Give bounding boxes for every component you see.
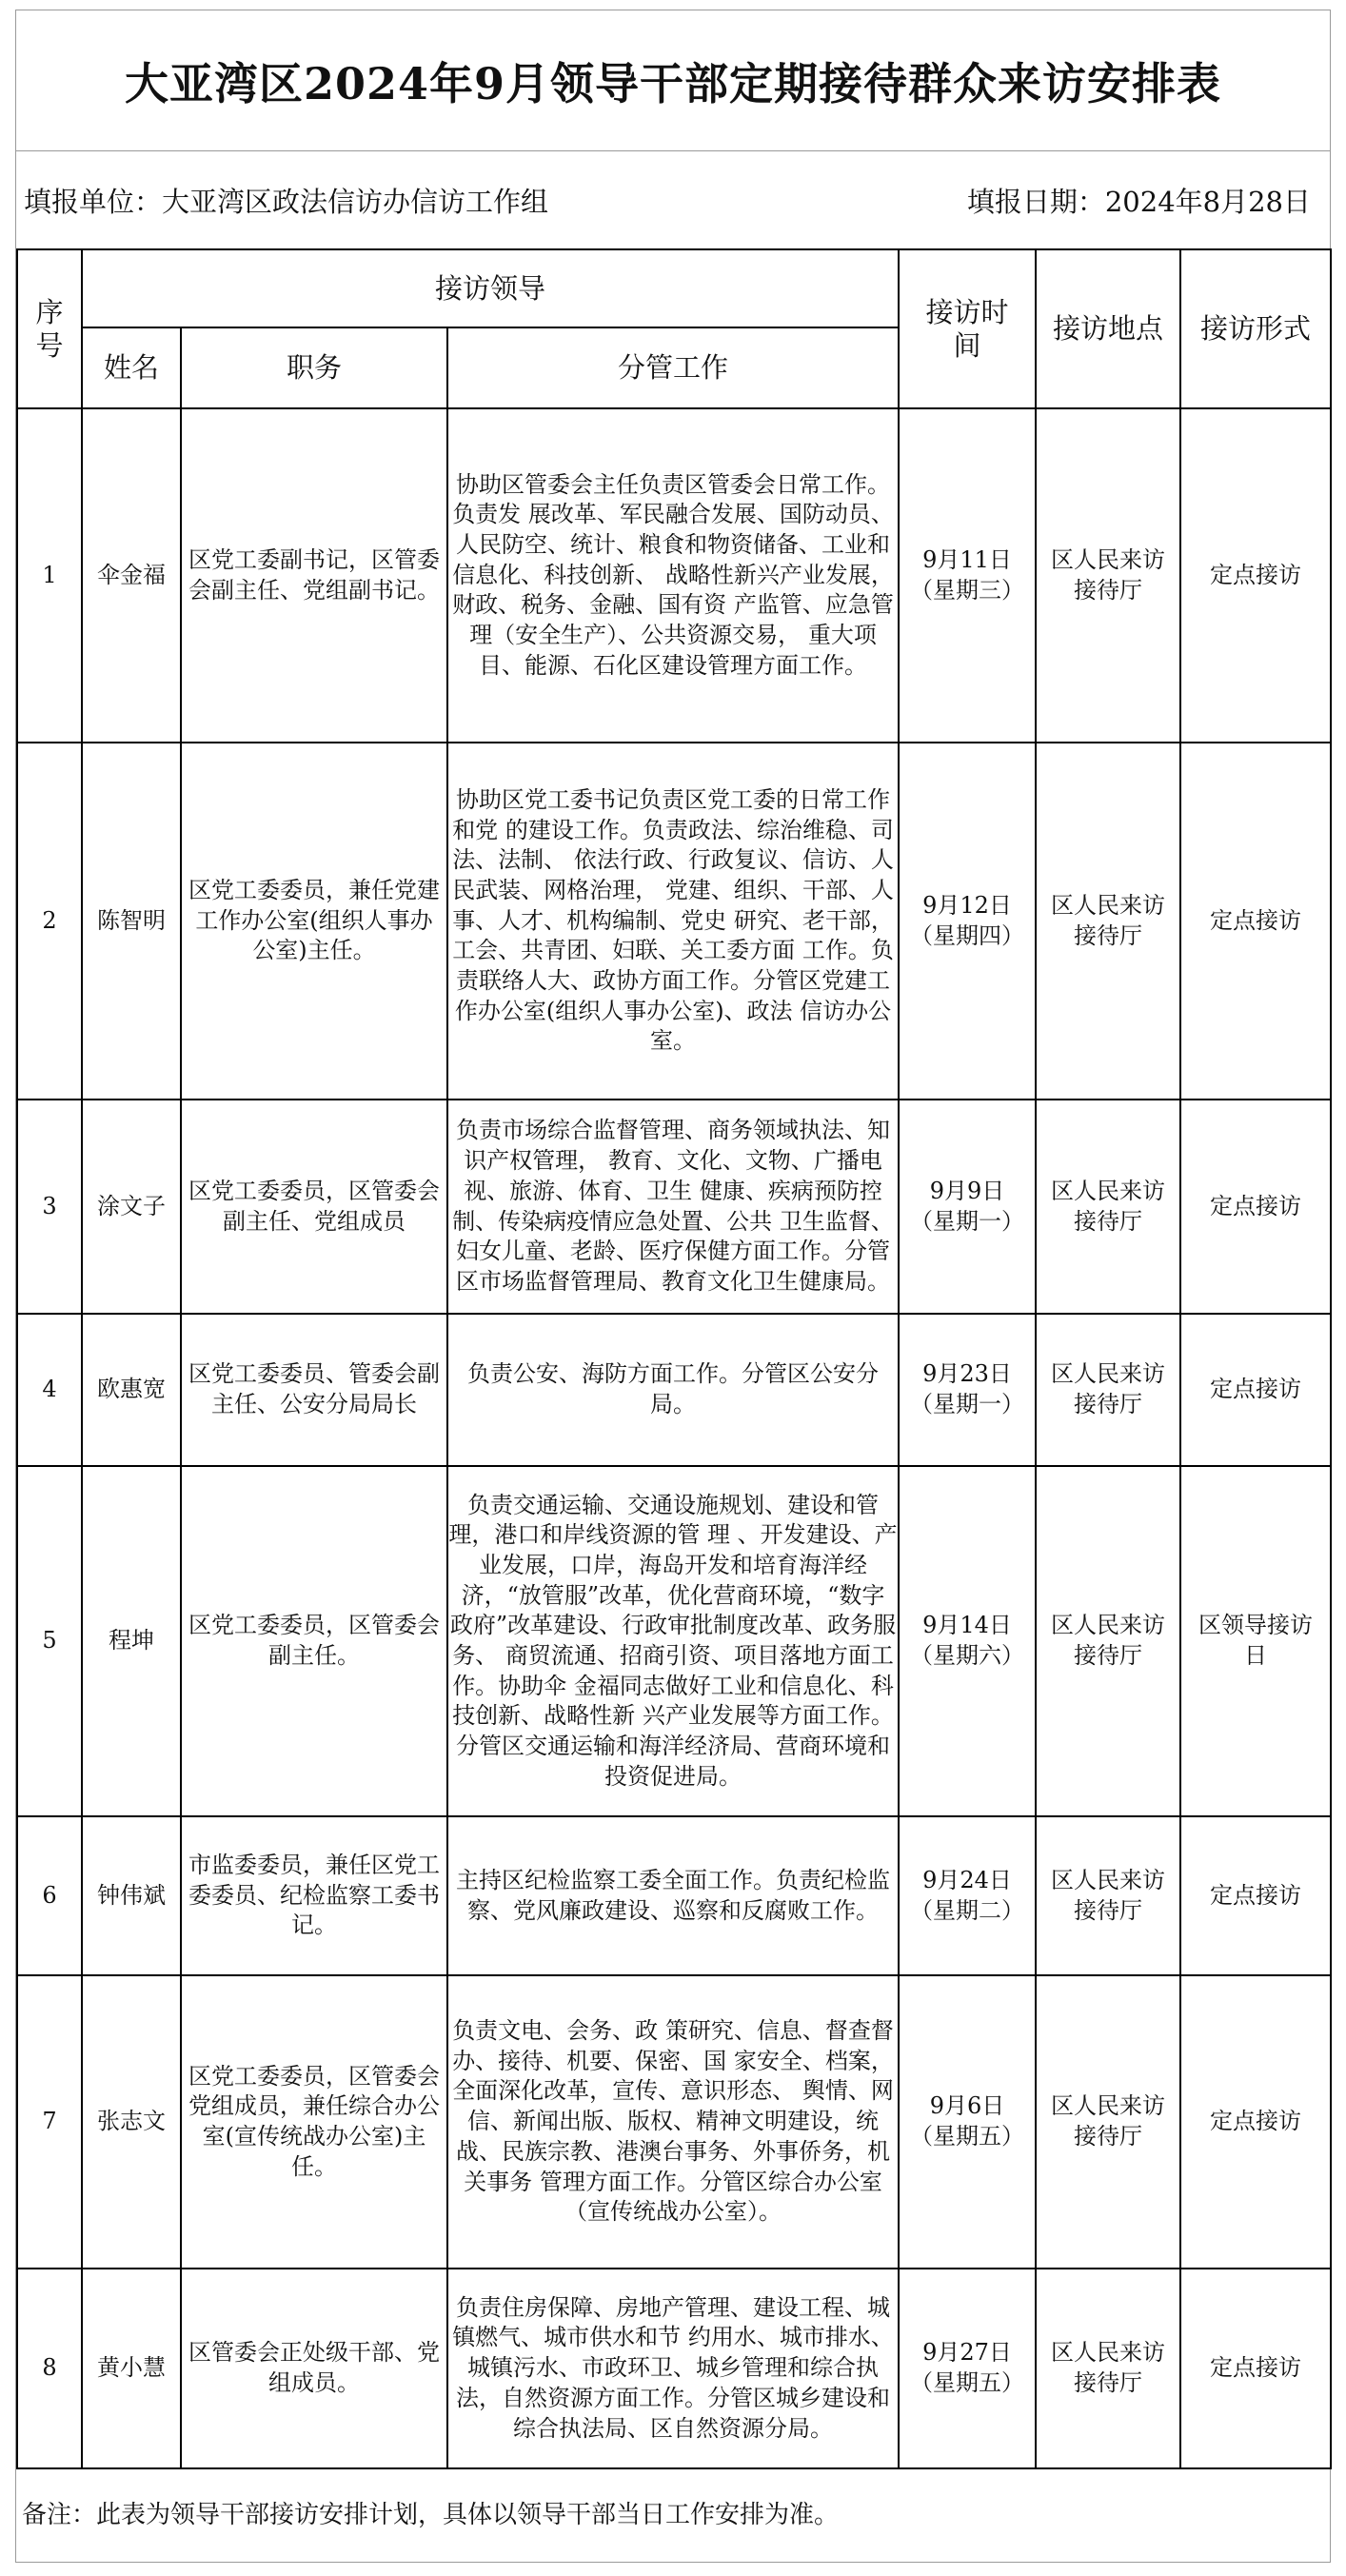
row-place: 区人民来访接待厅 — [1036, 1466, 1180, 1816]
table-row — [17, 1466, 1331, 1816]
row-name: 程坤 — [82, 1466, 181, 1816]
row-seq: 7 — [17, 1975, 82, 2269]
row-seq: 2 — [17, 743, 82, 1100]
row-duty: 负责公安、海防方面工作。分管区公安分局。 — [447, 1314, 899, 1466]
row-date: 9月24日 — [922, 1866, 1012, 1893]
header-duty: 分管工作 — [447, 327, 899, 408]
row-place: 区人民来访接待厅 — [1036, 1314, 1180, 1466]
row-position: 区管委会正处级干部、党组成员。 — [181, 2269, 447, 2468]
row-seq: 1 — [17, 408, 82, 743]
row-time — [899, 1100, 1036, 1314]
row-seq: 8 — [17, 2269, 82, 2468]
row-position: 区党工委委员，区管委会党组成员，兼任综合办公 室(宣传统战办公室)主任。 — [181, 1975, 447, 2269]
row-date: 9月23日 — [922, 1360, 1012, 1388]
row-weekday: （星期六） — [910, 1642, 1025, 1669]
row-date: 9月9日 — [929, 1177, 1005, 1204]
row-place: 区人民来访接待厅 — [1036, 408, 1180, 743]
row-position: 区党工委委员、管委会副主任、公安分局局长 — [181, 1314, 447, 1466]
row-duty: 负责住房保障、房地产管理、建设工程、城镇燃气、城市供水和节 约用水、城市排水、城镇污水、市政环卫、城乡管理和综合执法，自然资源方面工作。分管区城乡建设和综合执法局、区自然资源分局。 — [447, 2269, 899, 2468]
header-seq: 序号 — [17, 249, 82, 408]
table-row — [17, 1100, 1331, 1314]
header-place: 接访地点 — [1036, 249, 1180, 408]
row-name: 陈智明 — [82, 743, 181, 1100]
row-time — [899, 743, 1036, 1100]
row-form: 定点接访 — [1180, 1816, 1331, 1975]
row-weekday: （星期五） — [910, 2123, 1025, 2150]
row-seq: 4 — [17, 1314, 82, 1466]
row-weekday: （星期五） — [910, 2369, 1025, 2396]
row-time — [899, 408, 1036, 743]
row-weekday: （星期一） — [910, 1391, 1025, 1417]
schedule-sheet — [15, 10, 1331, 2563]
header-time: 接访时间 — [899, 249, 1036, 408]
row-duty: 负责文电、会务、政 策研究、信息、督查督办、接待、机要、保密、国 家安全、档案，全面深化改革，宣传、意识形态、 舆情、网信、新闻出版、版权、精神文明建设，统 战、民族宗教、港澳台事务、外事侨务，机关事务 管理方面工作。分管区综合办公室（宣传统战办公室）。 — [447, 1975, 899, 2269]
schedule-table — [16, 248, 1332, 2469]
row-time — [899, 1314, 1036, 1466]
row-time — [899, 2269, 1036, 2468]
row-duty: 负责交通运输、交通设施规划、建设和管理，港口和岸线资源的管 理 、开发建设、产业发展，口岸，海岛开发和培育海洋经济，“放管服”改革，优化营商环境，“数字 政府”改革建设、行政审批制度改革、政务服务、 商贸流通、招商引资、项目落地方面工作。协助伞 金福同志做好工业和信息化、科技创新、战略性新 兴产业发展等方面工作。分管区交通运输和海洋经济局、营商环境和投资促进局。 — [447, 1466, 899, 1816]
header-leader-group: 接访领导 — [82, 249, 899, 327]
row-date: 9月12日 — [922, 891, 1012, 919]
row-duty: 主持区纪检监察工委全面工作。负责纪检监察、党风廉政建设、巡察和反腐败工作。 — [447, 1816, 899, 1975]
row-weekday: （星期一） — [910, 1207, 1025, 1235]
row-duty: 负责市场综合监督管理、商务领域执法、知识产权管理， 教育、文化、文物、广播电视、旅游、体育、卫生 健康、疾病预防控制、传染病疫情应急处置、公共 卫生监督、妇女儿童、老龄、医疗保健方面工作。分管区市场监督管理局、教育文化卫生健康局。 — [447, 1100, 899, 1314]
header-name: 姓名 — [82, 327, 181, 408]
row-position: 区党工委委员，兼任党建工作办公室(组织人事办 公室)主任。 — [181, 743, 447, 1100]
row-weekday: （星期二） — [910, 1896, 1025, 1924]
row-place: 区人民来访接待厅 — [1036, 743, 1180, 1100]
table-row — [17, 1314, 1331, 1466]
report-meta — [16, 151, 1330, 248]
row-date: 9月27日 — [922, 2339, 1012, 2367]
table-row — [17, 2269, 1331, 2468]
table-row — [17, 1975, 1331, 2269]
row-name: 黄小慧 — [82, 2269, 181, 2468]
row-name: 欧惠宽 — [82, 1314, 181, 1466]
reporting-unit — [24, 181, 548, 220]
row-date: 9月14日 — [922, 1612, 1012, 1639]
row-weekday: （星期三） — [910, 576, 1025, 604]
table-row — [17, 743, 1331, 1100]
reporting-date — [967, 181, 1311, 220]
header-form: 接访形式 — [1180, 249, 1331, 408]
reporting-unit-label: 填报单位： — [24, 185, 163, 218]
row-form: 定点接访 — [1180, 743, 1331, 1100]
row-duty: 协助区管委会主任负责区管委会日常工作。负责发 展改革、军民融合发展、国防动员、人民防空、统计、粮食和物资储备、工业和信息化、科技创新、 战略性新兴产业发展，财政、税务、金融、国有资 产监管、应急管理（安全生产）、公共资源交易， 重大项目、能源、石化区建设管理方面工作。 — [447, 408, 899, 743]
row-weekday: （星期四） — [910, 921, 1025, 949]
row-form: 定点接访 — [1180, 1975, 1331, 2269]
row-seq: 3 — [17, 1100, 82, 1314]
row-duty: 协助区党工委书记负责区党工委的日常工作和党 的建设工作。负责政法、综治维稳、司法、法制、 依法行政、行政复议、信访、人民武装、网格治理， 党建、组织、干部、人事、人才、机构编制、党史 研究、老干部，工会、共青团、妇联、关工委方面 工作。负责联络人大、政协方面工作。分管区党建工作办公室(组织人事办公室)、政法 信访办公室。 — [447, 743, 899, 1100]
row-position: 市监委委员，兼任区党工委委员、纪检监察工委书 记。 — [181, 1816, 447, 1975]
table-row — [17, 408, 1331, 743]
row-place: 区人民来访接待厅 — [1036, 1975, 1180, 2269]
row-form: 定点接访 — [1180, 1314, 1331, 1466]
row-place: 区人民来访接待厅 — [1036, 1816, 1180, 1975]
row-time — [899, 1975, 1036, 2269]
row-position: 区党工委副书记，区管委会副主任、党组副书记。 — [181, 408, 447, 743]
reporting-unit-value: 大亚湾区政法信访办信访工作组 — [162, 185, 549, 218]
row-position: 区党工委委员，区管委会副主任。 — [181, 1466, 447, 1816]
row-place: 区人民来访接待厅 — [1036, 2269, 1180, 2468]
row-date: 9月11日 — [922, 545, 1012, 573]
reporting-date-label: 填报日期： — [966, 185, 1105, 218]
row-time — [899, 1816, 1036, 1975]
reporting-date-value: 2024年8月28日 — [1104, 185, 1311, 218]
row-place: 区人民来访接待厅 — [1036, 1100, 1180, 1314]
row-form: 定点接访 — [1180, 408, 1331, 743]
row-name: 伞金福 — [82, 408, 181, 743]
row-seq: 5 — [17, 1466, 82, 1816]
row-time — [899, 1466, 1036, 1816]
row-name: 张志文 — [82, 1975, 181, 2269]
row-form: 定点接访 — [1180, 2269, 1331, 2468]
row-date: 9月6日 — [929, 2092, 1005, 2120]
page-title: 大亚湾区2024年9月领导干部定期接待群众来访安排表 — [16, 10, 1330, 151]
row-name: 钟伟斌 — [82, 1816, 181, 1975]
table-row — [17, 1816, 1331, 1975]
header-position: 职务 — [181, 327, 447, 408]
row-position: 区党工委委员，区管委会副主任、党组成员 — [181, 1100, 447, 1314]
row-seq: 6 — [17, 1816, 82, 1975]
row-name: 涂文子 — [82, 1100, 181, 1314]
footer-note: 备注：此表为领导干部接访安排计划，具体以领导干部当日工作安排为准。 — [22, 2500, 840, 2529]
row-form: 区领导接访日 — [1180, 1466, 1331, 1816]
row-form: 定点接访 — [1180, 1100, 1331, 1314]
